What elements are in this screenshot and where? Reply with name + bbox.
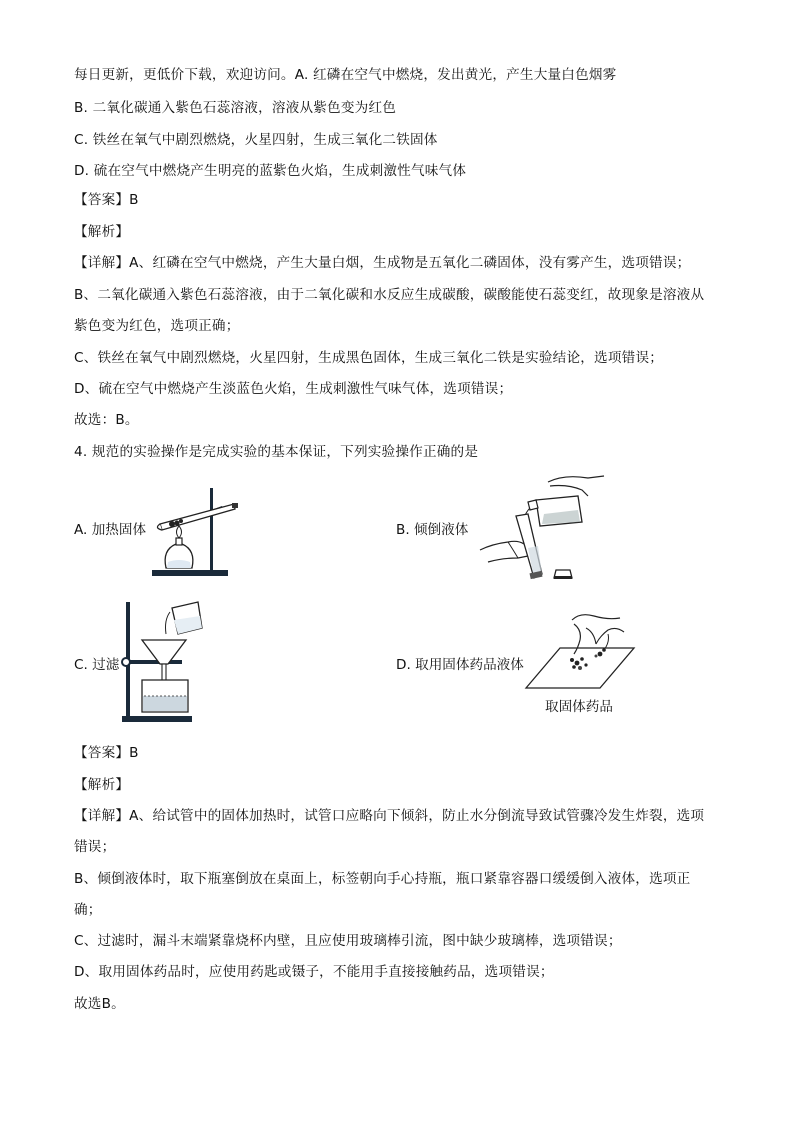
q3-option-c: C. 铁丝在氧气中剧烈燃烧，火星四射，生成三氧化二铁固体 (74, 132, 438, 148)
q3-analysis-heading: 【解析】 (74, 224, 130, 240)
q4-option-c-label: C. 过滤 (74, 657, 120, 673)
q4-detail-d: D、取用固体药品时，应使用药匙或镊子，不能用手直接接触药品，选项错误； (74, 964, 554, 980)
q4-conclusion: 故选B。 (74, 996, 125, 1012)
q4-detail-b-1: B、倾倒液体时，取下瓶塞倒放在桌面上，标签朝向手心持瓶，瓶口紧靠容器口缓缓倒入液体，选项正 (74, 871, 691, 887)
q4-option-b-label: B. 倾倒液体 (396, 522, 469, 538)
taking-solid-figure (524, 610, 636, 692)
q4-stem: 4. 规范的实验操作是完成实验的基本保证，下列实验操作正确的是 (74, 444, 479, 460)
q3-detail-c: C、铁丝在氧气中剧烈燃烧，火星四射，生成黑色固体，生成三氧化二铁是实验结论，选项错误； (74, 350, 664, 366)
q4-answer: 【答案】B (74, 745, 139, 761)
q4-detail-a-2: 错误； (74, 839, 116, 855)
q3-detail-b-2: 紫色变为红色，选项正确； (74, 318, 240, 334)
pouring-liquid-figure (478, 472, 608, 584)
q4-option-d-label: D. 取用固体药品液体 (396, 657, 524, 673)
q3-option-d: D. 硫在空气中燃烧产生明亮的蓝紫色火焰，生成刺激性气味气体 (74, 163, 467, 179)
q4-analysis-heading: 【解析】 (74, 777, 130, 793)
q4-option-a-label: A. 加热固体 (74, 522, 147, 538)
q3-detail-b-1: B、二氧化碳通入紫色石蕊溶液，由于二氧化碳和水反应生成碳酸，碳酸能使石蕊变红，故现象是溶液从 (74, 287, 705, 303)
q4-detail-a-1: 【详解】A、给试管中的固体加热时，试管口应略向下倾斜，防止水分倒流导致试管骤冷发生炸裂，选项 (74, 808, 705, 824)
figure-d-caption: 取固体药品 (545, 699, 613, 715)
q4-detail-b-2: 确； (74, 902, 102, 918)
q4-detail-c: C、过滤时，漏斗末端紧靠烧杯内壁，且应使用玻璃棒引流，图中缺少玻璃棒，选项错误； (74, 933, 622, 949)
q3-answer: 【答案】B (74, 192, 139, 208)
q3-conclusion: 故选：B。 (74, 412, 139, 428)
q3-option-b: B. 二氧化碳通入紫色石蕊溶液，溶液从紫色变为红色 (74, 100, 397, 116)
q3-detail-a: 【详解】A、红磷在空气中燃烧，产生大量白烟，生成物是五氧化二磷固体，没有雾产生，选项错误； (74, 255, 691, 271)
q3-detail-d: D、硫在空气中燃烧产生淡蓝色火焰，生成刺激性气味气体，选项错误； (74, 381, 513, 397)
heating-solid-figure (146, 480, 242, 580)
q3-option-a: 每日更新，更低价下载，欢迎访问。A. 红磷在空气中燃烧，发出黄光，产生大量白色烟雾 (74, 67, 617, 83)
filtration-figure (116, 600, 212, 724)
